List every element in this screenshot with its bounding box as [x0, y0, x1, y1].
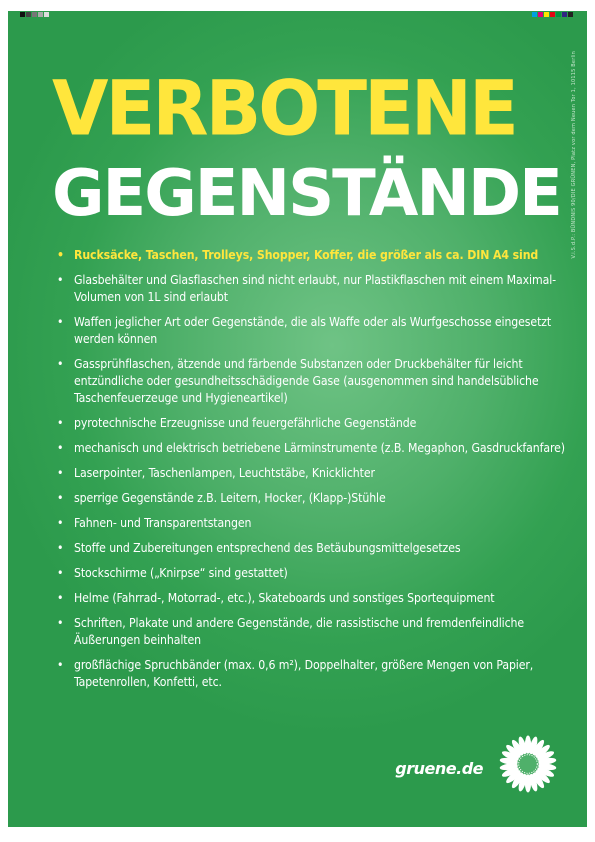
bullet-icon: • — [57, 357, 64, 371]
list-item-text: großflächige Spruchbänder (max. 0,6 m²), Doppelhalter, größere Mengen von Papier, Tapetenrollen, Konfetti, etc. — [74, 658, 534, 689]
bullet-icon: • — [57, 566, 64, 580]
list-item-text: Stoffe und Zubereitungen entsprechend des Betäubungsmittelgesetzes — [74, 541, 461, 555]
list-item — [54, 565, 574, 582]
poster — [8, 11, 587, 827]
bullet-icon: • — [57, 441, 64, 455]
list-item-text: Stockschirme („Knirpse“ sind gestattet) — [74, 566, 288, 580]
bullet-icon: • — [57, 516, 64, 530]
list-item — [54, 465, 574, 482]
list-item — [54, 314, 574, 348]
list-item — [54, 657, 574, 691]
list-item-text: Glasbehälter und Glasflaschen sind nicht erlaubt, nur Plastikflaschen mit einem Maximal-Volumen von 1L sind erlaubt — [74, 273, 556, 304]
bullet-icon: • — [57, 315, 64, 329]
list-item-text: Fahnen- und Transparentstangen — [74, 516, 252, 530]
bullet-icon: • — [57, 491, 64, 505]
list-item-text: Waffen jeglicher Art oder Gegenstände, die als Waffe oder als Wurfgeschosse eingesetzt werden können — [74, 315, 552, 346]
website-url[interactable]: gruene.de — [395, 759, 483, 778]
bullet-icon: • — [57, 248, 64, 262]
list-item — [54, 356, 574, 407]
list-item — [54, 415, 574, 432]
bullet-icon: • — [57, 541, 64, 555]
bullet-icon: • — [57, 616, 64, 630]
print-color-bar — [8, 11, 587, 18]
list-item-text: mechanisch und elektrisch betriebene Lärminstrumente (z.B. Megaphon, Gasdruckfanfare) — [74, 441, 565, 455]
sunflower-icon — [497, 733, 559, 795]
list-item — [54, 247, 574, 264]
list-item — [54, 540, 574, 557]
title-line-1: VERBOTENE — [52, 64, 516, 154]
list-item — [54, 490, 574, 507]
list-item-text: Gassprühflaschen, ätzende und färbende Substanzen oder Druckbehälter für leicht entzündliche oder gesundheitsschädigende Gase (ausgenommen sind handelsübliche Taschenfeuerzeuge und Hygieneartikel) — [74, 357, 539, 405]
list-item — [54, 615, 574, 649]
list-item — [54, 590, 574, 607]
list-item — [54, 515, 574, 532]
list-item-text: Rucksäcke, Taschen, Trolleys, Shopper, Koffer, die größer als ca. DIN A4 sind — [74, 248, 539, 262]
bullet-icon: • — [57, 591, 64, 605]
prohibited-items-list — [54, 247, 574, 699]
imprint-text: V.i.S.d.P.: BÜNDNIS 90/DIE GRÜNEN, Platz vor dem Neuen Tor 1, 10115 Berlin — [571, 51, 577, 259]
bullet-icon: • — [57, 416, 64, 430]
list-item-text: Helme (Fahrrad-, Motorrad-, etc.), Skateboards und sonstiges Sportequipment — [74, 591, 495, 605]
bullet-icon: • — [57, 658, 64, 672]
list-item-text: Laserpointer, Taschenlampen, Leuchtstäbe, Knicklichter — [74, 466, 375, 480]
list-item — [54, 440, 574, 457]
list-item-text: Schriften, Plakate und andere Gegenstände, die rassistische und fremdenfeindliche Äußerungen beinhalten — [74, 616, 525, 647]
list-item-text: pyrotechnische Erzeugnisse und feuergefährliche Gegenstände — [74, 416, 417, 430]
title-line-2: GEGENSTÄNDE — [52, 157, 561, 231]
bullet-icon: • — [57, 466, 64, 480]
bullet-icon: • — [57, 273, 64, 287]
list-item-text: sperrige Gegenstände z.B. Leitern, Hocker, (Klapp-)Stühle — [74, 491, 386, 505]
list-item — [54, 272, 574, 306]
